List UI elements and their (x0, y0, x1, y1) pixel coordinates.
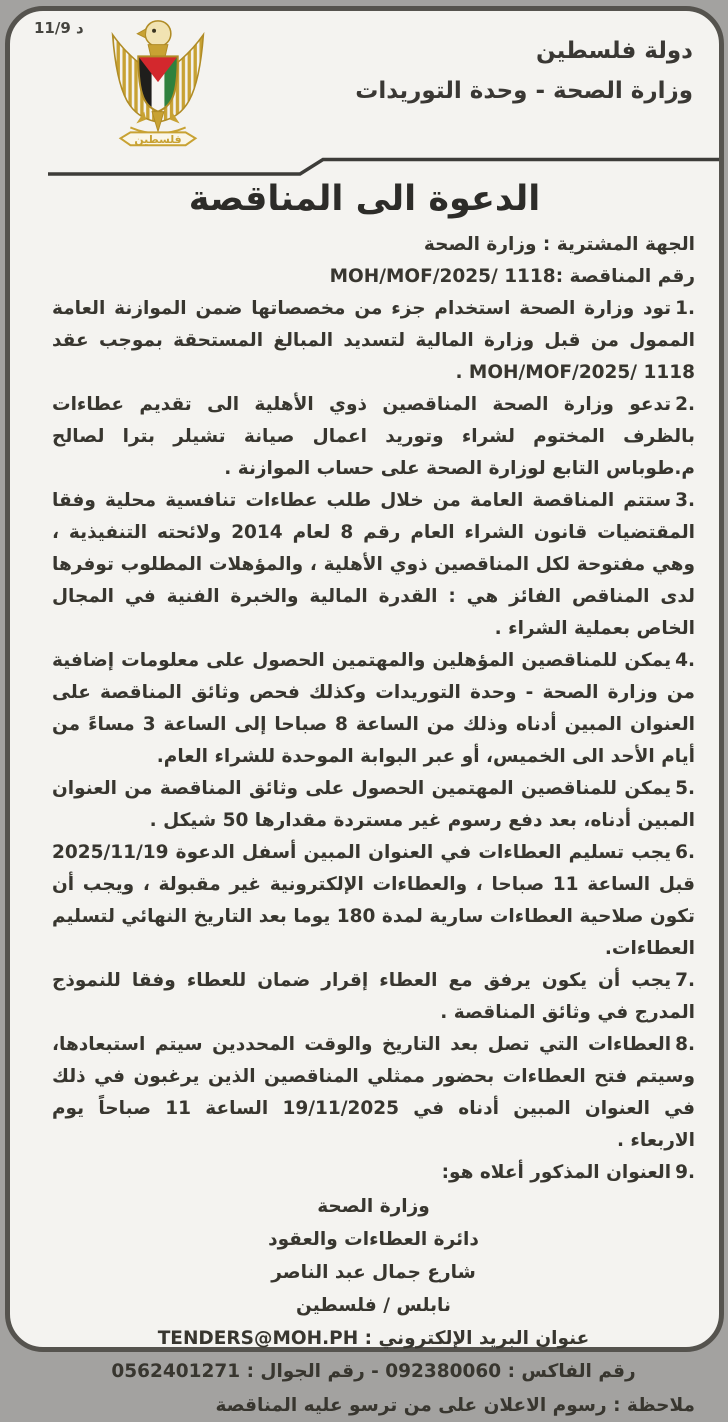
document-body (52, 229, 695, 1422)
state-name: دولة فلسطين (535, 38, 693, 64)
corner-date-note: د 11/9 (34, 19, 84, 37)
item-number: 5. (675, 778, 695, 799)
item-text: يجب أن يكون يرفق مع العطاء إقرار ضمان للعطاء وفقا للنموذج المدرج في وثائق المناقصة . (52, 970, 695, 1023)
tender-item-8 (52, 1029, 695, 1157)
ministry-name: وزارة الصحة - وحدة التوريدات (355, 78, 693, 104)
item-number: 6. (675, 842, 695, 863)
page-title: الدعوة الى المناقصة (188, 179, 541, 219)
tender-item-7 (52, 965, 695, 1029)
palestine-emblem-icon (96, 13, 220, 161)
address-line-department: دائرة العطاءات والعقود (268, 1229, 479, 1250)
item-number: 2. (675, 394, 695, 415)
buyer-line: الجهة المشترية : وزارة الصحة (423, 234, 695, 255)
address-line-ministry: وزارة الصحة (317, 1196, 430, 1217)
item-number: 8. (675, 1034, 695, 1055)
page-frame (5, 6, 724, 1416)
footer-note: ملاحظة : رسوم الاعلان على من ترسو عليه المناقصة (215, 1395, 695, 1416)
eagle-beak (137, 29, 146, 38)
tender-item-2 (52, 389, 695, 485)
item-text: يجب تسليم العطاءات في العنوان المبين أسفل الدعوة 2025/11/19 قبل الساعة 11 صباحا ، والعطاءات الإلكترونية غير مقبولة ، ويجب أن تكون صلاحية العطاءات سارية لمدة 180 يوما بعد التاريخ النهائي لتسليم العطاءات. (52, 842, 695, 959)
tender-item-3 (52, 485, 695, 645)
address-line-phones: رقم الفاكس : 092380060 - رقم الجوال : 0562401271 (111, 1361, 636, 1382)
item-text: تود وزارة الصحة استخدام جزء من مخصصاتها ضمن الموازنة العامة الممول من قبل وزارة المالية لتسديد المبالغ المستحقة بموجب عقد MOH/MOF/2025/ 1118 . (52, 298, 695, 383)
item-text: العطاءات التي تصل بعد التاريخ والوقت المحددين سيتم استبعادها، وسيتم فتح العطاءات بحضور ممثلي المناقصين الذين يرغبون في ذلك في العنوان المبين أدناه في 19/11/2025 الساعة 11 صباحاً يوم الاربعاء . (52, 1034, 696, 1151)
tender-item-6 (52, 837, 695, 965)
tender-item-1 (52, 293, 695, 389)
item-number: 9. (675, 1162, 695, 1183)
item-number: 1. (675, 298, 695, 319)
item-text: العنوان المذكور أعلاه هو: (441, 1162, 672, 1183)
eagle-head (145, 21, 171, 46)
item-text: تدعو وزارة الصحة المناقصين ذوي الأهلية الى تقديم عطاءات بالظرف المختوم لشراء وتوريد اعمال صيانة تشيلر بترا لصالح م.طوباس التابع لوزارة الصحة على حساب الموازنة . (52, 394, 695, 479)
item-number: 4. (675, 650, 695, 671)
item-number: 7. (675, 970, 695, 991)
item-number: 3. (675, 490, 695, 511)
tender-item-4 (52, 645, 695, 773)
header-text-block (355, 31, 693, 111)
eagle-eye (152, 29, 156, 33)
address-line-email: عنوان البريد الإلكتروني : TENDERS@MOH.PH (157, 1328, 590, 1349)
tender-item-5 (52, 773, 695, 837)
tender-item-9 (52, 1157, 695, 1189)
item-text: يمكن للمناقصين المؤهلين والمهتمين الحصول على معلومات إضافية من وزارة الصحة - وحدة التوريدات وكذلك فحص وثائق المناقصة على العنوان المبين أدناه وذلك من الساعة 8 صباحا إلى الساعة 3 مساءً من أيام الأحد الى الخميس، أو عبر البوابة الموحدة للشراء العام. (52, 650, 695, 767)
item-text: يمكن للمناقصين المهتمين الحصول على وثائق المناقصة من العنوان المبين أدناه، بعد دفع رسوم غير مستردة مقدارها 50 شيكل . (52, 778, 695, 831)
item-text: ستتم المناقصة العامة من خلال طلب عطاءات تنافسية محلية وفقا المقتضيات قانون الشراء العام رقم 8 لعام 2014 ولائحته التنفيذية ، وهي مفتوحة لكل المناقصين ذوي الأهلية ، والمؤهلات المطلوب توفرها لدى المناقص الفائز هي : القدرة المالية والخبرة الفنية في المجال الخاص بعملية الشراء . (52, 490, 696, 639)
banner-text: فلسطين (134, 133, 182, 147)
address-line-city: نابلس / فلسطين (296, 1295, 451, 1316)
tender-number-line: رقم المناقصة :MOH/MOF/2025/ 1118 (329, 266, 695, 287)
address-line-street: شارع جمال عبد الناصر (271, 1262, 476, 1283)
document-header (10, 11, 719, 153)
address-block (52, 1190, 695, 1388)
